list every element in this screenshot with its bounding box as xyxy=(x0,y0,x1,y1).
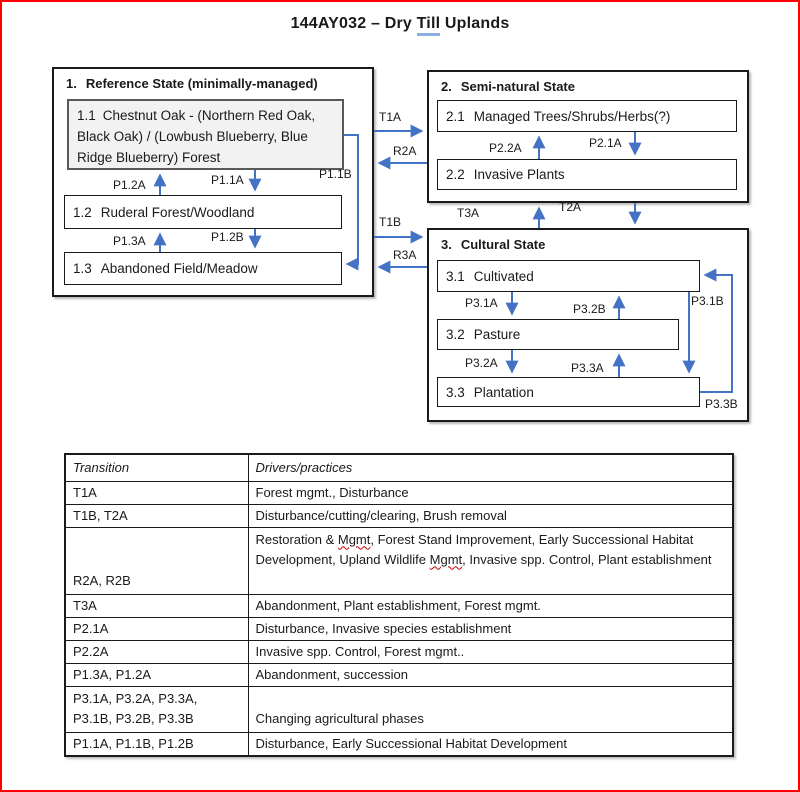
column-header-transition: Transition xyxy=(65,454,248,481)
phase-number: 2.1 xyxy=(446,108,465,124)
phase-number: 1.3 xyxy=(73,261,92,276)
transition-label-P3-3B: P3.3B xyxy=(705,397,738,411)
title-part: 144AY032 – Dry xyxy=(290,15,417,32)
drivers-cell: Abandonment, Plant establishment, Forest mgmt. xyxy=(248,594,733,617)
phase-label: Invasive Plants xyxy=(473,167,565,182)
table-row xyxy=(65,686,733,732)
transition-cell xyxy=(65,686,248,732)
drivers-cell xyxy=(248,527,733,594)
transition-cell: T1A xyxy=(65,481,248,504)
table-row xyxy=(65,504,733,527)
table-row xyxy=(65,481,733,504)
transition-label-P2-1A: P2.1A xyxy=(589,136,622,150)
drivers-cell: Changing agricultural phases xyxy=(248,686,733,732)
transition-label-P2-2A: P2.2A xyxy=(489,141,522,155)
state-header-semi-natural xyxy=(441,79,575,94)
phase-label: Plantation xyxy=(473,384,534,400)
transition-label-P3-3A: P3.3A xyxy=(571,361,604,375)
transition-drivers-table xyxy=(64,453,734,757)
drivers-text: Restoration & xyxy=(255,531,338,547)
phase-number: 3.2 xyxy=(446,327,465,342)
transition-cell: P1.1A, P1.1B, P1.2B xyxy=(65,732,248,756)
phase-label: Managed Trees/Shrubs/Herbs(?) xyxy=(473,108,671,124)
phase-number: 1.2 xyxy=(73,204,92,220)
table-row xyxy=(65,732,733,756)
phase-box-1-2 xyxy=(64,195,342,229)
transition-label-T1B: T1B xyxy=(379,215,402,229)
spellcheck-word: Mgmt xyxy=(429,551,463,567)
state-number: 3. xyxy=(441,237,452,252)
drivers-cell: Forest mgmt., Disturbance xyxy=(248,481,733,504)
column-header-drivers: Drivers/practices xyxy=(248,454,733,481)
transition-line: P3.1A, P3.2A, P3.3A, xyxy=(73,690,198,706)
transition-label-P3-1B: P3.1B xyxy=(691,294,724,308)
phase-label: Cultivated xyxy=(473,268,534,284)
table-row xyxy=(65,617,733,640)
page-title xyxy=(2,15,798,33)
phase-box-3-3 xyxy=(437,377,700,407)
phase-number: 3.1 xyxy=(446,268,465,284)
transition-label-R2A: R2A xyxy=(393,144,417,158)
transition-label-P1-2A: P1.2A xyxy=(113,178,146,192)
transition-cell: P2.2A xyxy=(65,640,248,663)
title-part: Uplands xyxy=(440,15,510,32)
drivers-text: , Invasive spp. Control, Plant establishment xyxy=(462,551,712,567)
transition-line: P3.1B, P3.2B, P3.3B xyxy=(73,710,194,726)
phase-box-1-1 xyxy=(67,99,344,170)
phase-label: Pasture xyxy=(473,327,521,342)
table-row xyxy=(65,640,733,663)
state-header-reference xyxy=(66,76,318,91)
table-row xyxy=(65,663,733,686)
state-name: Reference State (minimally-managed) xyxy=(85,76,318,91)
phase-box-3-2 xyxy=(437,319,679,350)
transition-label-T2A: T2A xyxy=(559,200,582,214)
drivers-cell: Invasive spp. Control, Forest mgmt.. xyxy=(248,640,733,663)
phase-number: 3.3 xyxy=(446,384,465,400)
drivers-text: , Forest Stand Improvement, Early Successional Habitat Development, Upland Wildlife xyxy=(255,531,694,567)
transition-cell: T1B, T2A xyxy=(65,504,248,527)
transition-label-R3A: R3A xyxy=(393,248,417,262)
transition-cell: P1.3A, P1.2A xyxy=(65,663,248,686)
table-header-row xyxy=(65,454,733,481)
state-header-cultural xyxy=(441,237,545,252)
transition-label-P3-1A: P3.1A xyxy=(465,296,498,310)
transition-label-P1-3A: P1.3A xyxy=(113,234,146,248)
transition-cell: T3A xyxy=(65,594,248,617)
transition-label-T3A: T3A xyxy=(457,206,480,220)
state-name: Semi-natural State xyxy=(460,79,575,94)
transition-label-P1-2B: P1.2B xyxy=(211,230,244,244)
drivers-cell: Disturbance/cutting/clearing, Brush removal xyxy=(248,504,733,527)
transition-label-T1A: T1A xyxy=(379,110,402,124)
phase-label: Abandoned Field/Meadow xyxy=(100,261,258,276)
state-number: 2. xyxy=(441,79,452,94)
transition-label-P3-2B: P3.2B xyxy=(573,302,606,316)
state-number: 1. xyxy=(66,76,77,91)
phase-box-1-3 xyxy=(64,252,342,285)
state-name: Cultural State xyxy=(460,237,546,252)
table-row xyxy=(65,527,733,594)
phase-number: 1.1 xyxy=(77,108,96,123)
phase-label: Ruderal Forest/Woodland xyxy=(100,204,255,220)
spellcheck-word: Mgmt xyxy=(337,531,371,547)
phase-box-2-1 xyxy=(437,100,737,132)
table-row xyxy=(65,594,733,617)
transition-label-P1-1B: P1.1B xyxy=(319,167,352,181)
phase-box-3-1 xyxy=(437,260,700,292)
transition-cell: R2A, R2B xyxy=(65,527,248,594)
drivers-cell: Abandonment, succession xyxy=(248,663,733,686)
drivers-cell: Disturbance, Early Successional Habitat Development xyxy=(248,732,733,756)
title-grammar-underlined-word: Till xyxy=(417,15,441,36)
phase-box-2-2 xyxy=(437,159,737,190)
phase-label: Chestnut Oak - (Northern Red Oak, Black Oak) / (Lowbush Blueberry, Blue Ridge Blueberry) Forest xyxy=(77,108,316,165)
transition-label-P1-1A: P1.1A xyxy=(211,173,244,187)
phase-number: 2.2 xyxy=(446,167,465,182)
transition-label-P3-2A: P3.2A xyxy=(465,356,498,370)
drivers-cell: Disturbance, Invasive species establishment xyxy=(248,617,733,640)
transition-cell: P2.1A xyxy=(65,617,248,640)
